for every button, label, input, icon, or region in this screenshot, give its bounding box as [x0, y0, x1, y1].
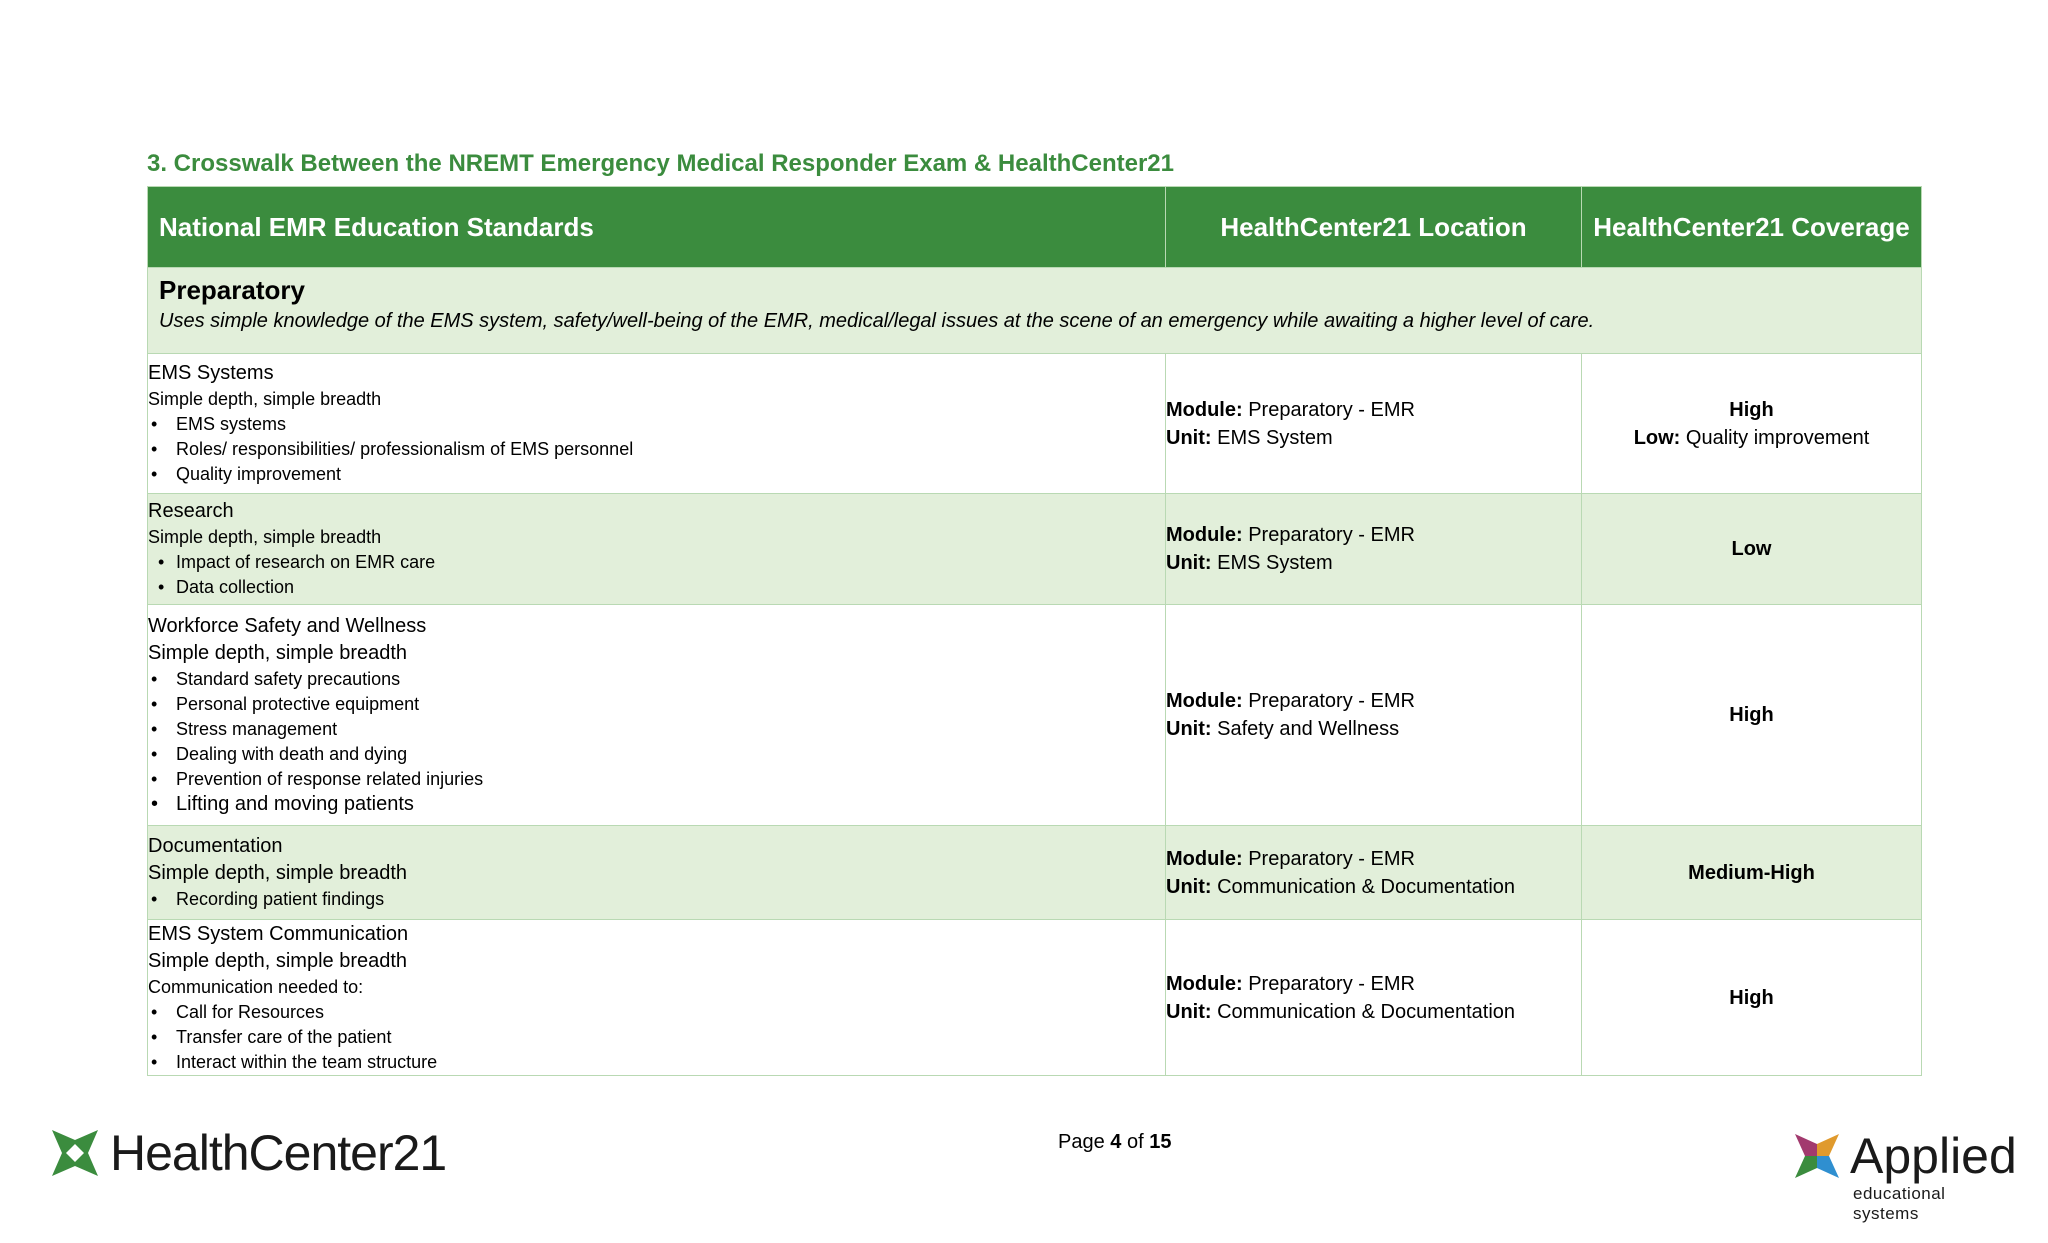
- location-cell: Module: Preparatory - EMR Unit: EMS System: [1166, 354, 1582, 494]
- coverage-level: Medium-High: [1688, 861, 1815, 884]
- applied-mark-icon: [1795, 1134, 1839, 1178]
- healthcenter21-wordmark: HealthCenter21: [110, 1125, 447, 1181]
- coverage-level: Low: [1731, 538, 1772, 560]
- standard-cell: [148, 605, 1166, 826]
- standard-cell: [148, 354, 1166, 494]
- standard-cell: [148, 920, 1166, 1076]
- section-description: Uses simple knowledge of the EMS system, safety/well-being of the EMR, medical/legal issues at the scene of an emergency while awaiting a higher level of care.: [159, 310, 1595, 332]
- list-item: • Prevention of response related injuries: [151, 769, 484, 789]
- standard-bullets: [148, 887, 1165, 912]
- list-item: • Impact of research on EMR care: [158, 552, 436, 572]
- applied-tagline: educational systems: [1853, 1184, 1946, 1223]
- standard-note: Communication needed to:: [148, 976, 364, 997]
- standard-cell: [148, 494, 1166, 605]
- standard-bullets: [148, 412, 1165, 487]
- column-header-coverage: HealthCenter21 Coverage: [1582, 187, 1922, 268]
- standard-cell: [148, 826, 1166, 920]
- standard-depth: Simple depth, simple breadth: [148, 642, 408, 664]
- healthcenter21-mark-icon: [52, 1130, 98, 1176]
- list-item: • Call for Resources: [151, 1001, 325, 1022]
- section-title: Preparatory: [159, 275, 305, 305]
- standard-depth: Simple depth, simple breadth: [148, 527, 382, 547]
- applied-wordmark: Applied: [1850, 1128, 2017, 1184]
- list-item: • EMS systems: [151, 414, 287, 434]
- applied-logo: [1795, 1128, 2017, 1223]
- list-item: • Personal protective equipment: [151, 694, 420, 714]
- coverage-cell: [1582, 605, 1922, 826]
- coverage-level: High: [1729, 398, 1774, 421]
- crosswalk-table: [147, 186, 1922, 1076]
- coverage-cell: [1582, 826, 1922, 920]
- coverage-cell: [1582, 494, 1922, 605]
- page-title: 3. Crosswalk Between the NREMT Emergency Medical Responder Exam & HealthCenter21: [147, 150, 1174, 177]
- table-row: [148, 605, 1922, 826]
- healthcenter21-logo: [52, 1125, 447, 1181]
- location-cell: Module: Preparatory - EMR Unit: Communication & Documentation: [1166, 826, 1582, 920]
- section-row: [148, 268, 1922, 354]
- table-row: [148, 826, 1922, 920]
- standard-bullets: [148, 550, 1165, 600]
- standard-title: EMS System Communication: [148, 922, 409, 945]
- list-item: • Transfer care of the patient: [151, 1026, 392, 1047]
- list-item: • Quality improvement: [151, 464, 342, 484]
- standard-depth: Simple depth, simple breadth: [148, 949, 408, 972]
- list-item: • Lifting and moving patients: [151, 793, 414, 815]
- standard-title: Research: [148, 500, 234, 522]
- list-item: • Data collection: [158, 577, 295, 597]
- location-cell: Module: Preparatory - EMR Unit: Safety and Wellness: [1166, 605, 1582, 826]
- table-row: [148, 494, 1922, 605]
- location-cell: Module: Preparatory - EMR Unit: EMS System: [1166, 494, 1582, 605]
- page-number: Page 4 of 15: [1058, 1131, 1172, 1153]
- standard-title: Documentation: [148, 835, 283, 857]
- table-row: [148, 354, 1922, 494]
- standard-bullets: [148, 1000, 1165, 1075]
- list-item: • Interact within the team structure: [151, 1051, 438, 1072]
- standard-depth: Simple depth, simple breadth: [148, 862, 408, 884]
- column-header-location: HealthCenter21 Location: [1166, 187, 1582, 268]
- location-cell: Module: Preparatory - EMR Unit: Communication & Documentation: [1166, 920, 1582, 1076]
- standard-bullets: [148, 667, 1165, 817]
- table-header-row: [148, 187, 1922, 268]
- list-item: • Dealing with death and dying: [151, 744, 408, 764]
- standard-depth: Simple depth, simple breadth: [148, 389, 382, 409]
- coverage-note: Low: Quality improvement: [1633, 426, 1870, 449]
- coverage-cell: [1582, 354, 1922, 494]
- column-header-standards: National EMR Education Standards: [148, 187, 1166, 268]
- coverage-level: High: [1729, 986, 1774, 1009]
- list-item: • Stress management: [151, 719, 338, 739]
- standard-title: Workforce Safety and Wellness: [148, 615, 427, 637]
- list-item: • Standard safety precautions: [151, 669, 401, 689]
- section-cell: [148, 268, 1922, 354]
- standard-title: EMS Systems: [148, 362, 274, 384]
- list-item: • Recording patient findings: [151, 889, 385, 909]
- table-row: [148, 920, 1922, 1076]
- list-item: • Roles/ responsibilities/ professionalism of EMS personnel: [151, 439, 634, 459]
- coverage-cell: [1582, 920, 1922, 1076]
- coverage-level: High: [1729, 704, 1774, 726]
